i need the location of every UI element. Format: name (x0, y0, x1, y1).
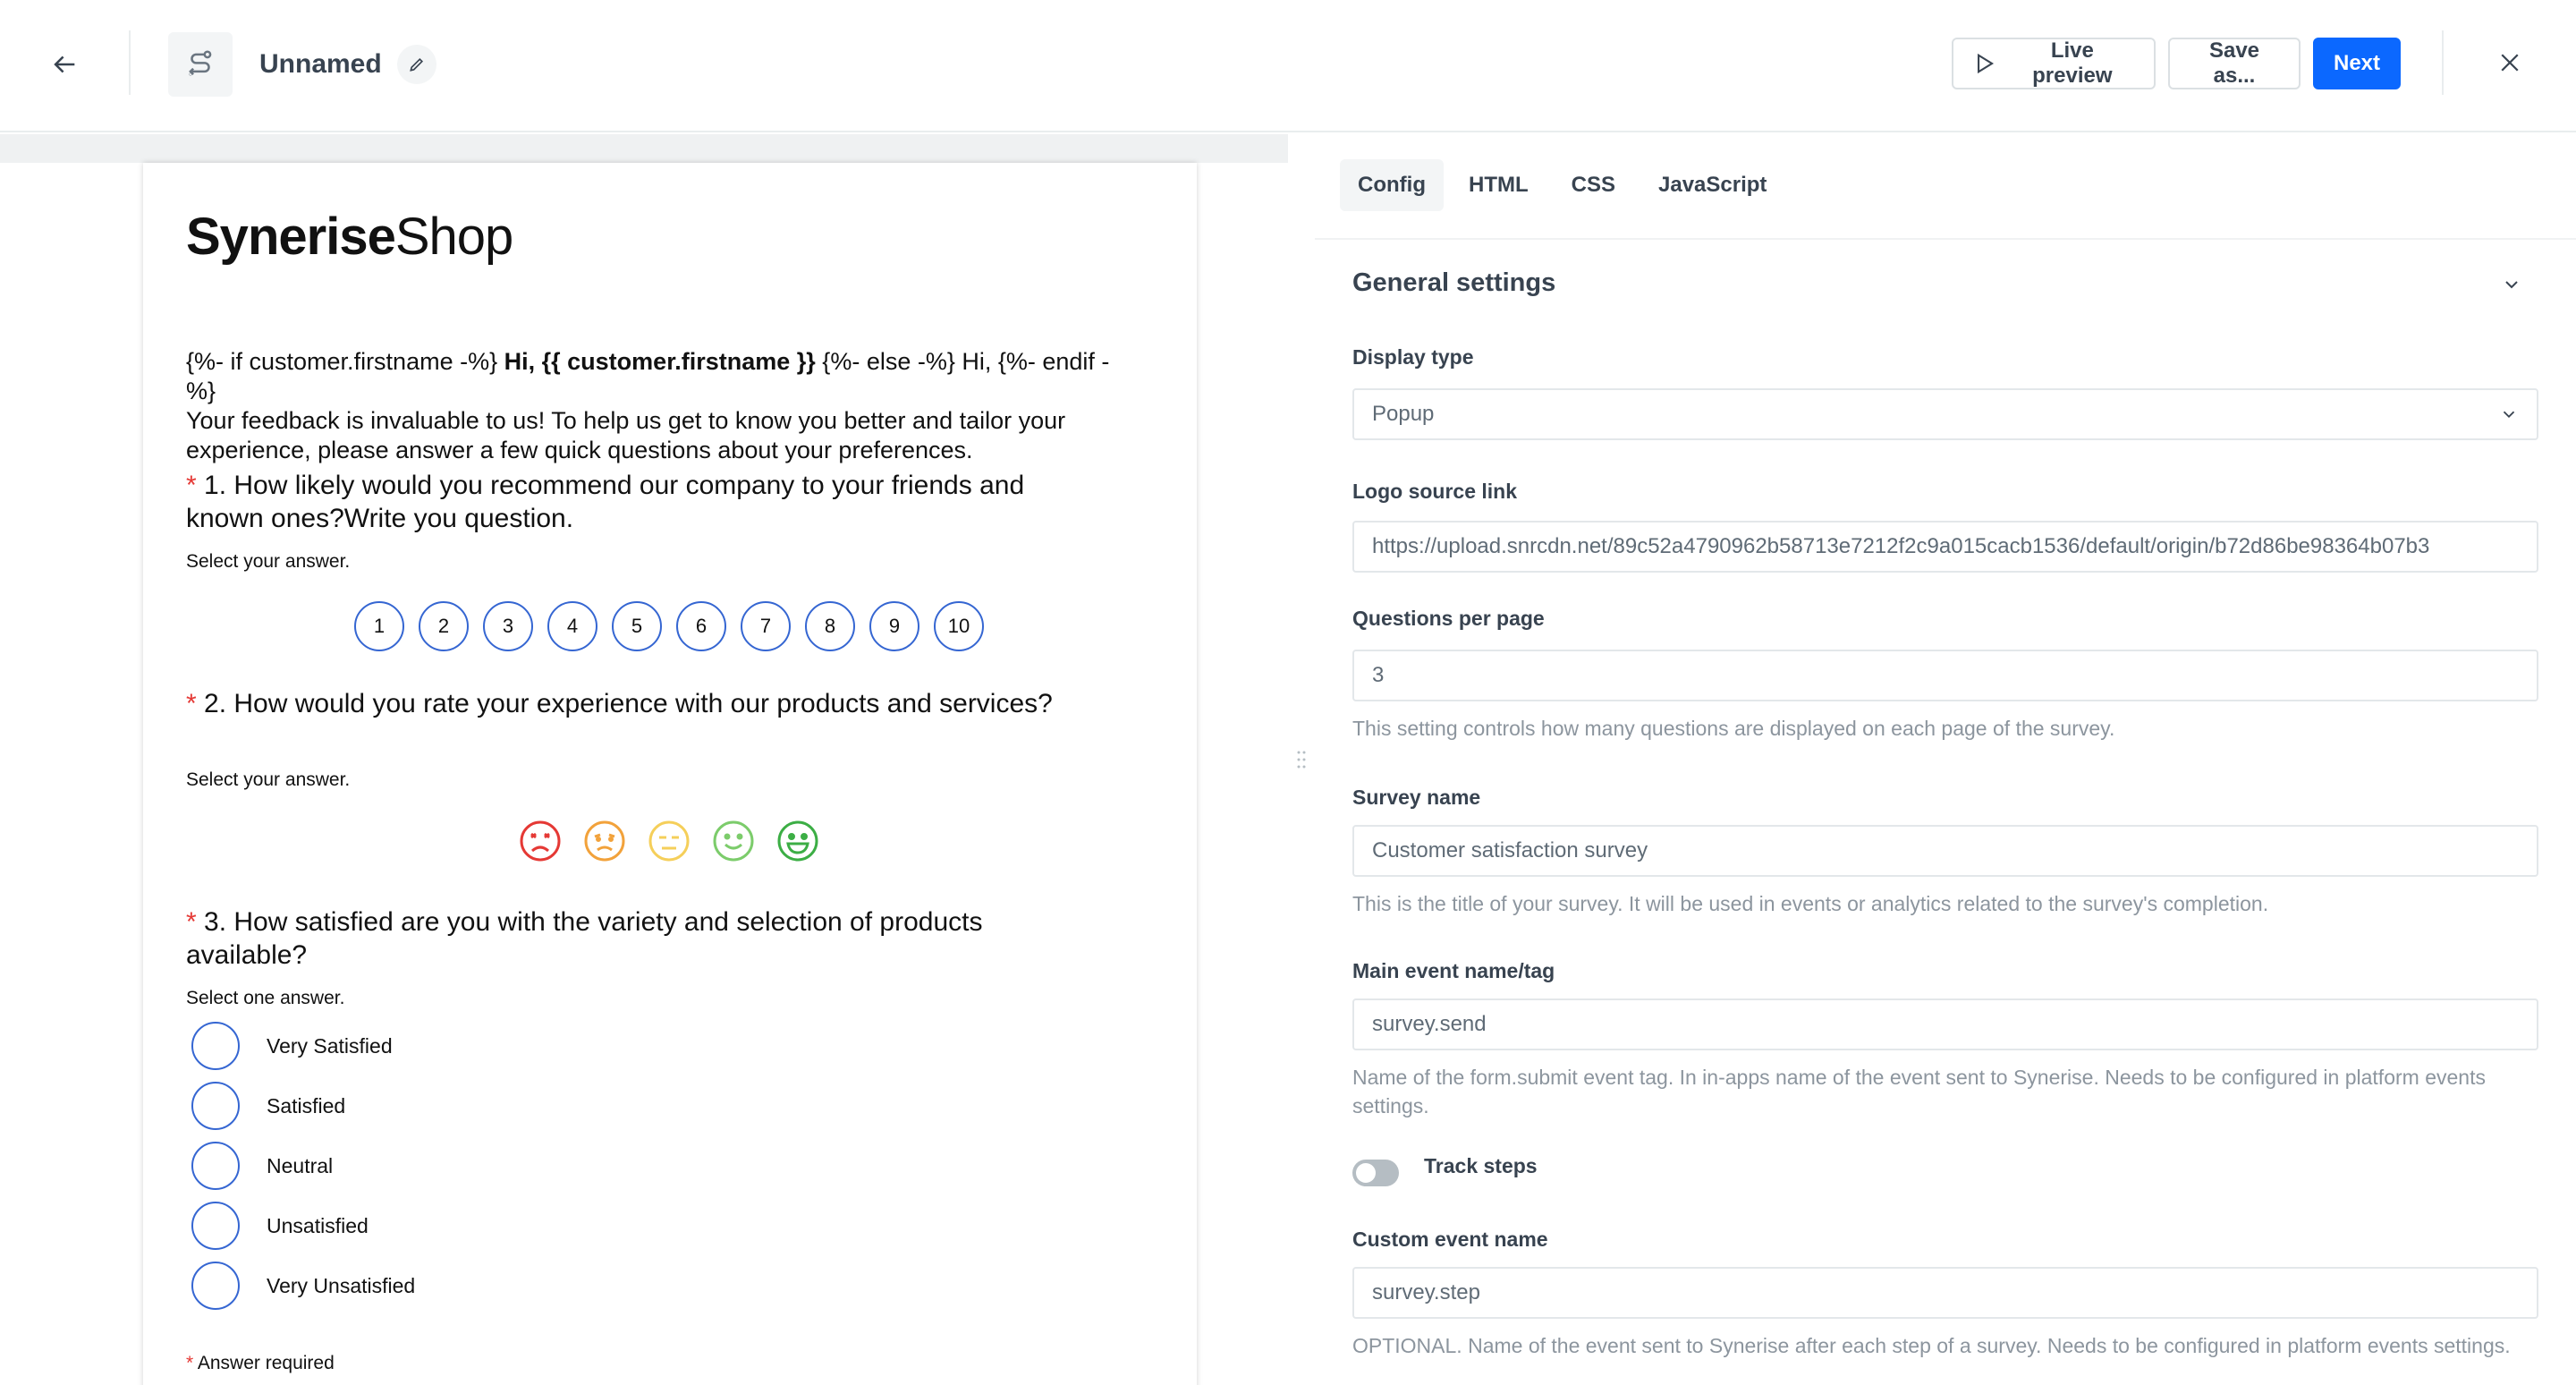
header-divider (129, 30, 131, 95)
collapse-section-button[interactable] (2496, 268, 2528, 301)
question-2: * 2. How would you rate your experience with our products and services? (186, 689, 1053, 718)
question-2-hint: Select your answer. (186, 769, 351, 790)
survey-type-tile (168, 32, 233, 97)
nps-option[interactable]: 1 (354, 601, 404, 651)
tab-css[interactable]: CSS (1571, 173, 1615, 197)
header-divider-right (2442, 30, 2444, 95)
back-button[interactable] (45, 45, 84, 84)
drag-handle-icon (1296, 750, 1307, 769)
main-event-help: Name of the form.submit event tag. In in-apps name of the event sent to Synerise. Needs to be configured in platform events settings. (1352, 1066, 2486, 1117)
question-1: * 1. How likely would you recommend our company to your friends and known ones?Write you question. (186, 471, 1025, 533)
nps-option[interactable]: 3 (483, 601, 533, 651)
save-as-button[interactable]: Save as... (2168, 38, 2301, 89)
tab-html[interactable]: HTML (1468, 173, 1529, 197)
rating-faces (519, 820, 819, 862)
choice-option[interactable]: Very Unsatisfied (191, 1262, 415, 1310)
nps-scale (354, 601, 984, 651)
close-button[interactable] (2490, 43, 2529, 82)
sad-face-icon[interactable] (583, 820, 626, 862)
radio-button[interactable] (191, 1262, 240, 1310)
logo-source-label: Logo source link (1352, 480, 1518, 503)
nps-option[interactable]: 6 (676, 601, 726, 651)
radio-button[interactable] (191, 1022, 240, 1070)
main-event-input[interactable]: survey.send (1352, 998, 2538, 1050)
config-panel (1315, 134, 2576, 1385)
choice-option[interactable]: Satisfied (191, 1082, 415, 1130)
flow-icon (183, 47, 217, 81)
single-choice-list (191, 1022, 415, 1321)
panel-resize-handle[interactable] (1288, 134, 1315, 1385)
nps-option[interactable]: 7 (741, 601, 791, 651)
question-3: * 3. How satisfied are you with the variety and selection of products available? (186, 907, 983, 970)
choice-option[interactable]: Neutral (191, 1142, 415, 1190)
choice-option[interactable]: Unsatisfied (191, 1202, 415, 1250)
section-title: General settings (1352, 268, 1556, 297)
nps-option[interactable]: 5 (612, 601, 662, 651)
display-type-select[interactable]: Popup (1352, 388, 2538, 440)
next-button[interactable]: Next (2313, 38, 2401, 89)
top-bar (0, 0, 2576, 132)
editor-tabs (1340, 159, 1784, 211)
live-preview-label: Live preview (2032, 38, 2113, 88)
tab-javascript[interactable]: JavaScript (1658, 173, 1767, 197)
nps-option[interactable]: 2 (419, 601, 469, 651)
question-1-hint: Select your answer. (186, 551, 351, 572)
required-note: * Answer required (186, 1353, 335, 1373)
nps-option[interactable]: 9 (869, 601, 919, 651)
pencil-icon (408, 55, 426, 73)
track-steps-label: Track steps (1424, 1154, 1538, 1177)
choice-option[interactable]: Very Satisfied (191, 1022, 415, 1070)
custom-event-help: OPTIONAL. Name of the event sent to Synerise after each step of a survey. Needs to be configured in platform events settings. (1352, 1334, 2511, 1357)
neutral-face-icon[interactable] (648, 820, 691, 862)
chevron-down-icon (2501, 274, 2522, 295)
track-steps-toggle[interactable] (1352, 1160, 1399, 1186)
arrow-left-icon (49, 49, 80, 80)
survey-name-input[interactable]: Customer satisfaction survey (1352, 825, 2538, 877)
very-sad-face-icon[interactable] (519, 820, 562, 862)
survey-name-help: This is the title of your survey. It will be used in events or analytics related to the survey's completion. (1352, 892, 2269, 915)
questions-per-page-input[interactable]: 3 (1352, 650, 2538, 701)
custom-event-label: Custom event name (1352, 1228, 1548, 1251)
chevron-down-icon (2499, 404, 2519, 424)
questions-per-page-label: Questions per page (1352, 607, 1545, 630)
survey-intro: {%- if customer.firstname -%} Hi, {{ customer.firstname }} {%- else -%} Hi, {%- endif -%} Your feedback is invaluable to us! To help us get to know you better and tailor your experience, please answer a few quick questions about your preferences. (186, 348, 1110, 463)
display-type-label: Display type (1352, 345, 1474, 369)
custom-event-input[interactable]: survey.step (1352, 1267, 2538, 1319)
rename-button[interactable] (397, 45, 436, 84)
close-icon (2496, 49, 2523, 76)
live-preview-button[interactable] (1952, 38, 2156, 89)
nps-option[interactable]: 8 (805, 601, 855, 651)
logo-source-input[interactable]: https://upload.snrcdn.net/89c52a4790962b58713e7212f2c9a015cacb1536/default/origin/b72d86be98364b07b3 (1352, 521, 2538, 573)
nps-option[interactable]: 4 (547, 601, 597, 651)
survey-preview-card (143, 163, 1197, 1385)
survey-preview-area (0, 134, 1288, 1385)
tab-config[interactable]: Config (1340, 159, 1444, 211)
question-3-hint: Select one answer. (186, 988, 345, 1008)
radio-button[interactable] (191, 1202, 240, 1250)
happy-face-icon[interactable] (712, 820, 755, 862)
survey-name-label: Survey name (1352, 786, 1481, 809)
radio-button[interactable] (191, 1082, 240, 1130)
main-event-label: Main event name/tag (1352, 959, 1555, 982)
radio-button[interactable] (191, 1142, 240, 1190)
very-happy-face-icon[interactable] (776, 820, 819, 862)
brand-logo: SyneriseShop (186, 208, 513, 266)
page-title: Unnamed (259, 49, 382, 79)
questions-per-page-help: This setting controls how many questions are displayed on each page of the survey. (1352, 717, 2115, 740)
nps-option[interactable]: 10 (934, 601, 984, 651)
play-icon (1971, 51, 1996, 76)
